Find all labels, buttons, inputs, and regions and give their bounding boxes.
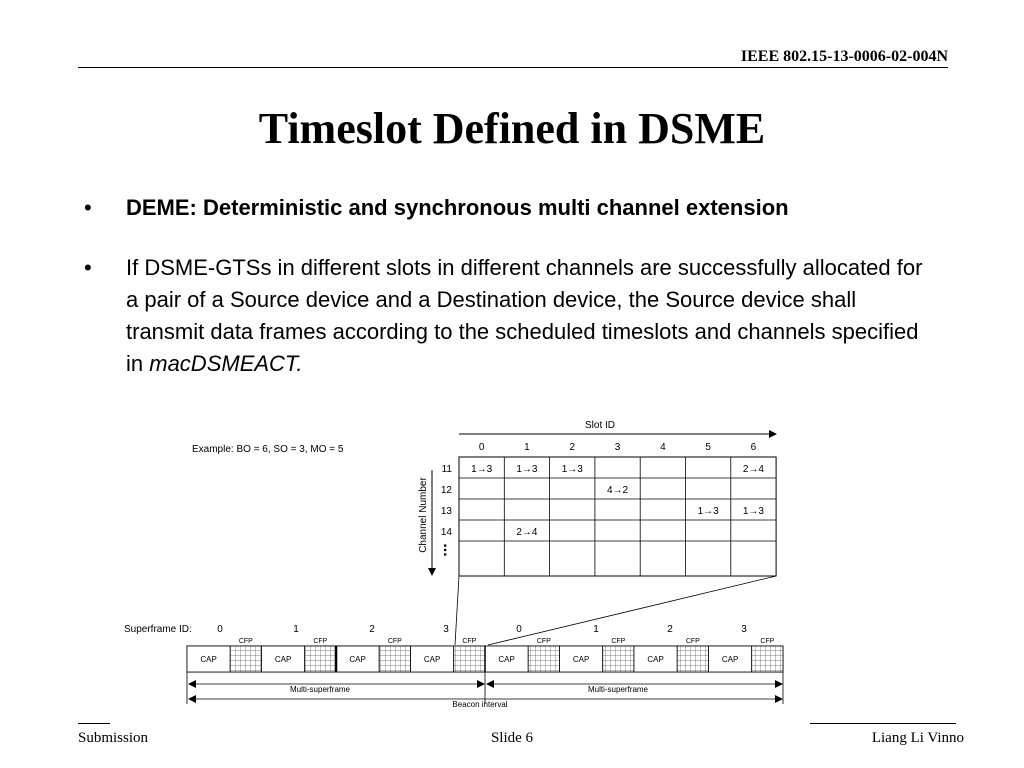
allocation-cell: 1→3 <box>516 464 538 475</box>
cfp-label: CFP <box>685 638 700 645</box>
superframe-id-tick: 3 <box>443 624 449 635</box>
cap-label: CAP <box>349 655 366 664</box>
superframe-id-label: Superframe ID: <box>124 624 192 635</box>
slide-title: Timeslot Defined in DSME <box>258 104 766 153</box>
slot-id-tick: 4 <box>660 442 666 453</box>
slot-id-label: Slot ID <box>584 420 616 431</box>
cap-label: CAP <box>647 655 664 664</box>
footer-slide-number: Slide 6 <box>490 730 534 746</box>
slot-id-tick: 1 <box>524 442 530 453</box>
cfp-label: CFP <box>313 638 328 645</box>
allocation-cell: 4→2 <box>606 485 629 496</box>
superframe-id-tick: 3 <box>741 624 747 635</box>
cap-label: CAP <box>721 655 739 664</box>
cfp-segment <box>677 646 708 672</box>
cfp-segment <box>528 646 559 672</box>
superframe-id-tick: 1 <box>293 624 299 635</box>
slot-id-tick: 6 <box>750 442 757 453</box>
allocation-cell: 1→3 <box>471 464 493 475</box>
cap-label: CAP <box>423 655 441 664</box>
channel-number-tick: 14 <box>440 527 452 538</box>
cfp-segment <box>230 646 261 672</box>
allocation-cell: 2→4 <box>742 464 765 475</box>
cfp-label: CFP <box>611 638 626 645</box>
cfp-label: CFP <box>387 638 402 645</box>
slot-id-tick: 5 <box>705 442 711 453</box>
cfp-segment <box>752 646 783 672</box>
slot-id-tick: 0 <box>478 442 485 453</box>
channel-number-tick: 11 <box>441 464 452 475</box>
cfp-segment <box>379 646 410 672</box>
allocation-cell: 1→3 <box>742 506 765 517</box>
zoom-line-left <box>455 576 459 645</box>
allocation-cell: 1→3 <box>697 506 719 517</box>
cfp-label: CFP <box>462 638 477 645</box>
superframe-id-tick: 0 <box>217 624 223 635</box>
bullet-text-emphasis: macDSMEACT. <box>149 351 303 376</box>
cap-label: CAP <box>498 655 515 664</box>
example-label: Example: BO = 6, SO = 3, MO = 5 <box>192 444 344 455</box>
superframe-id-tick: 0 <box>516 624 522 635</box>
cfp-segment <box>454 646 485 672</box>
channel-slot-grid <box>459 457 776 576</box>
multi-superframe-label: Multi-superframe <box>587 685 649 694</box>
channel-number-tick: 13 <box>440 506 452 517</box>
cfp-label: CFP <box>536 638 551 645</box>
cfp-label: CFP <box>238 638 253 645</box>
cap-label: CAP <box>572 655 590 664</box>
channel-number-label: Channel Number <box>418 477 429 553</box>
bullet-marker: • <box>84 255 92 280</box>
superframe-id-tick: 2 <box>369 624 375 635</box>
slot-id-tick: 2 <box>569 442 576 453</box>
beacon-interval-label: Beacon interval <box>452 700 508 709</box>
superframe-id-tick: 2 <box>667 624 673 635</box>
footer-rule-right <box>810 723 956 724</box>
allocation-cell: 2→4 <box>516 527 538 538</box>
cfp-segment <box>603 646 634 672</box>
channel-ellipsis: ... <box>440 543 457 557</box>
cfp-label: CFP <box>760 638 775 645</box>
channel-number-tick: 12 <box>440 485 452 496</box>
footer-submission: Submission <box>78 730 149 746</box>
superframe-id-tick: 1 <box>593 624 599 635</box>
cfp-segment <box>305 646 336 672</box>
bullet-text: DEME: Deterministic and synchronous multi channel extension <box>126 195 789 220</box>
multi-superframe-label: Multi-superframe <box>289 685 351 694</box>
bullet-marker: • <box>84 195 92 220</box>
cap-label: CAP <box>200 655 217 664</box>
zoom-line-right <box>488 576 776 645</box>
slot-id-tick: 3 <box>614 442 621 453</box>
document-id: IEEE 802.15-13-0006-02-004N <box>740 48 948 65</box>
bullet-text-body: If DSME-GTSs in different slots in different channels are successfully allocated for a pair of a Source device and a Destination device, the Source device shall transmit data frames according to the scheduled timeslots and channels specified in <box>126 255 923 376</box>
footer-rule-left <box>78 723 110 724</box>
footer-author: Liang Li Vinno <box>871 730 964 746</box>
allocation-cell: 1→3 <box>561 464 583 475</box>
cap-label: CAP <box>274 655 292 664</box>
